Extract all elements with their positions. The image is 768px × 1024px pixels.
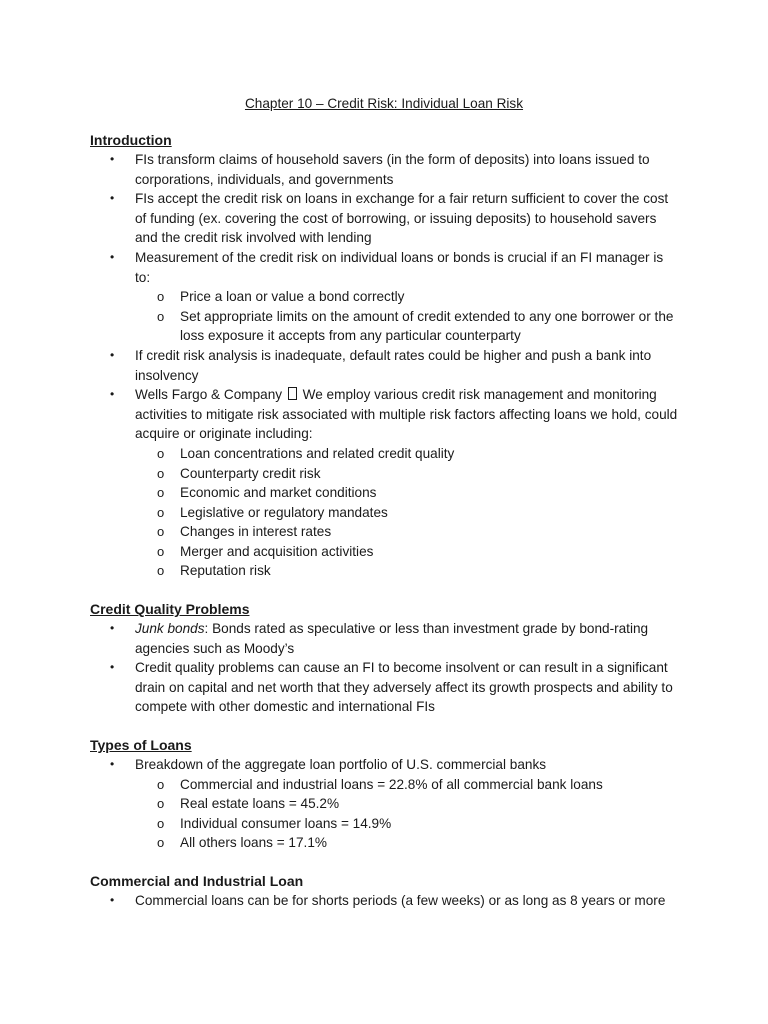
sub-list-item: [135, 522, 680, 542]
sub-list-item: [135, 814, 680, 834]
types-of-loans-list: [90, 755, 768, 775]
list-item-text-prefix: Wells Fargo & Company: [135, 387, 283, 403]
bullet-icon: •: [110, 757, 115, 772]
sub-list-item: [135, 483, 680, 503]
heading-types-of-loans: Types of Loans: [90, 737, 192, 754]
section-credit-quality: [90, 600, 768, 717]
list-item-text-suffix: We employ various credit risk management and monitoring activities to mitigate risk associated with multiple risk factors affecting loans we hold, could acquire or originate including:: [135, 387, 678, 442]
sub-list-item-text: Commercial and industrial loans = 22.8% of all commercial bank loans: [180, 776, 603, 792]
sub-list-item: [135, 307, 680, 346]
section-commercial-industrial: [90, 872, 768, 911]
bullet-icon: •: [110, 191, 115, 206]
bullet-icon: •: [110, 347, 115, 362]
sub-bullet-icon: o: [157, 543, 165, 559]
sub-list-item: [135, 287, 680, 307]
heading-credit-quality: Credit Quality Problems: [90, 601, 250, 618]
list-item: [90, 385, 680, 444]
sub-bullet-icon: o: [157, 289, 165, 305]
sub-list-item: [135, 794, 680, 814]
sub-bullet-icon: o: [157, 504, 165, 520]
sub-list-item-text: Set appropriate limits on the amount of credit extended to any one borrower or the loss exposure it accepts from any particular counterparty: [180, 308, 674, 344]
list-item-text: If credit risk analysis is inadequate, default rates could be higher and push a bank into insolvency: [135, 347, 652, 383]
introduction-list: [90, 150, 768, 287]
list-item-text: Commercial loans can be for shorts periods (a few weeks) or as long as 8 years or more: [135, 893, 666, 908]
sub-list-item-text: Real estate loans = 45.2%: [180, 796, 340, 812]
heading-commercial-industrial: Commercial and Industrial Loan: [90, 873, 304, 889]
list-item: [90, 346, 680, 385]
bullet-icon: •: [110, 893, 115, 907]
sub-bullet-icon: o: [157, 796, 165, 812]
sub-list-item: [135, 775, 680, 795]
sub-bullet-icon: o: [157, 308, 165, 324]
sub-list-item-text: All others loans = 17.1%: [180, 835, 327, 851]
sub-list-item-text: Loan concentrations and related credit quality: [180, 445, 455, 461]
list-item-text: : Bonds rated as speculative or less than investment grade by bond-rating agencies such as Moody’s: [135, 621, 649, 656]
bullet-icon: •: [110, 387, 115, 402]
sub-bullet-icon: o: [157, 465, 165, 481]
list-item-text: Credit quality problems can cause an FI to become insolvent or can result in a significant drain on capital and net worth that they adversely affect its growth prospects and ability to compete with other domestic and international FIs: [135, 660, 673, 715]
sub-list-item-text: Counterparty credit risk: [180, 465, 321, 481]
sub-bullet-icon: o: [157, 835, 165, 851]
document-title: Chapter 10 – Credit Risk: Individual Loan Risk: [244, 96, 524, 111]
list-item: [90, 891, 680, 911]
missing-glyph-icon: [288, 387, 297, 400]
sub-list-item-text: Legislative or regulatory mandates: [180, 504, 388, 520]
commercial-list: [90, 891, 768, 911]
sub-list-item: [135, 542, 680, 562]
sub-bullet-icon: o: [157, 776, 165, 792]
types-of-loans-sublist: [135, 775, 768, 853]
list-item-text: Breakdown of the aggregate loan portfolio of U.S. commercial banks: [135, 757, 547, 773]
introduction-list-cont: [90, 346, 768, 444]
list-item: [90, 619, 680, 658]
sub-list-item-text: Economic and market conditions: [180, 485, 377, 501]
section-types-of-loans: [90, 736, 768, 853]
list-item-text: FIs transform claims of household savers (in the form of deposits) into loans issued to corporations, individuals, and governments: [135, 152, 650, 187]
sub-list-item: [135, 561, 680, 581]
list-item: [90, 189, 680, 248]
section-introduction: [90, 131, 768, 581]
sub-list-item-text: Changes in interest rates: [180, 524, 332, 540]
sub-bullet-icon: o: [157, 485, 165, 501]
section-gap: [90, 581, 768, 600]
sub-list-item: [135, 464, 680, 484]
heading-introduction: Introduction: [90, 132, 172, 148]
section-gap: [90, 853, 768, 872]
sub-list-item: [135, 444, 680, 464]
sub-bullet-icon: o: [157, 524, 165, 540]
list-item: [90, 658, 680, 717]
sub-bullet-icon: o: [157, 445, 165, 461]
credit-quality-list: [90, 619, 768, 717]
sub-list-item-text: Merger and acquisition activities: [180, 543, 374, 559]
bullet-icon: •: [110, 152, 115, 166]
sub-list-item: [135, 503, 680, 523]
bullet-icon: •: [110, 621, 115, 636]
bullet-icon: •: [110, 660, 115, 675]
sub-bullet-icon: o: [157, 815, 165, 831]
sub-list-item-text: Price a loan or value a bond correctly: [180, 289, 405, 305]
introduction-sublist-2: [135, 444, 768, 581]
list-item-text: Measurement of the credit risk on individual loans or bonds is crucial if an FI manager is to:: [135, 249, 664, 285]
list-item: [90, 248, 680, 287]
sub-list-item: [135, 833, 680, 853]
sub-bullet-icon: o: [157, 563, 165, 579]
list-item-text: FIs accept the credit risk on loans in exchange for a fair return sufficient to cover the cost of funding (ex. covering the cost of borrowing, or issuing deposits) to household savers and the credit risk involved with lending: [135, 191, 669, 246]
introduction-sublist-1: [135, 287, 768, 346]
sub-list-item-text: Reputation risk: [180, 563, 271, 579]
sub-list-item-text: Individual consumer loans = 14.9%: [180, 815, 392, 831]
bullet-icon: •: [110, 249, 115, 264]
list-item: [90, 755, 680, 775]
term-junk-bonds: Junk bonds: [135, 621, 205, 637]
section-gap: [90, 717, 768, 736]
list-item: [90, 150, 680, 189]
